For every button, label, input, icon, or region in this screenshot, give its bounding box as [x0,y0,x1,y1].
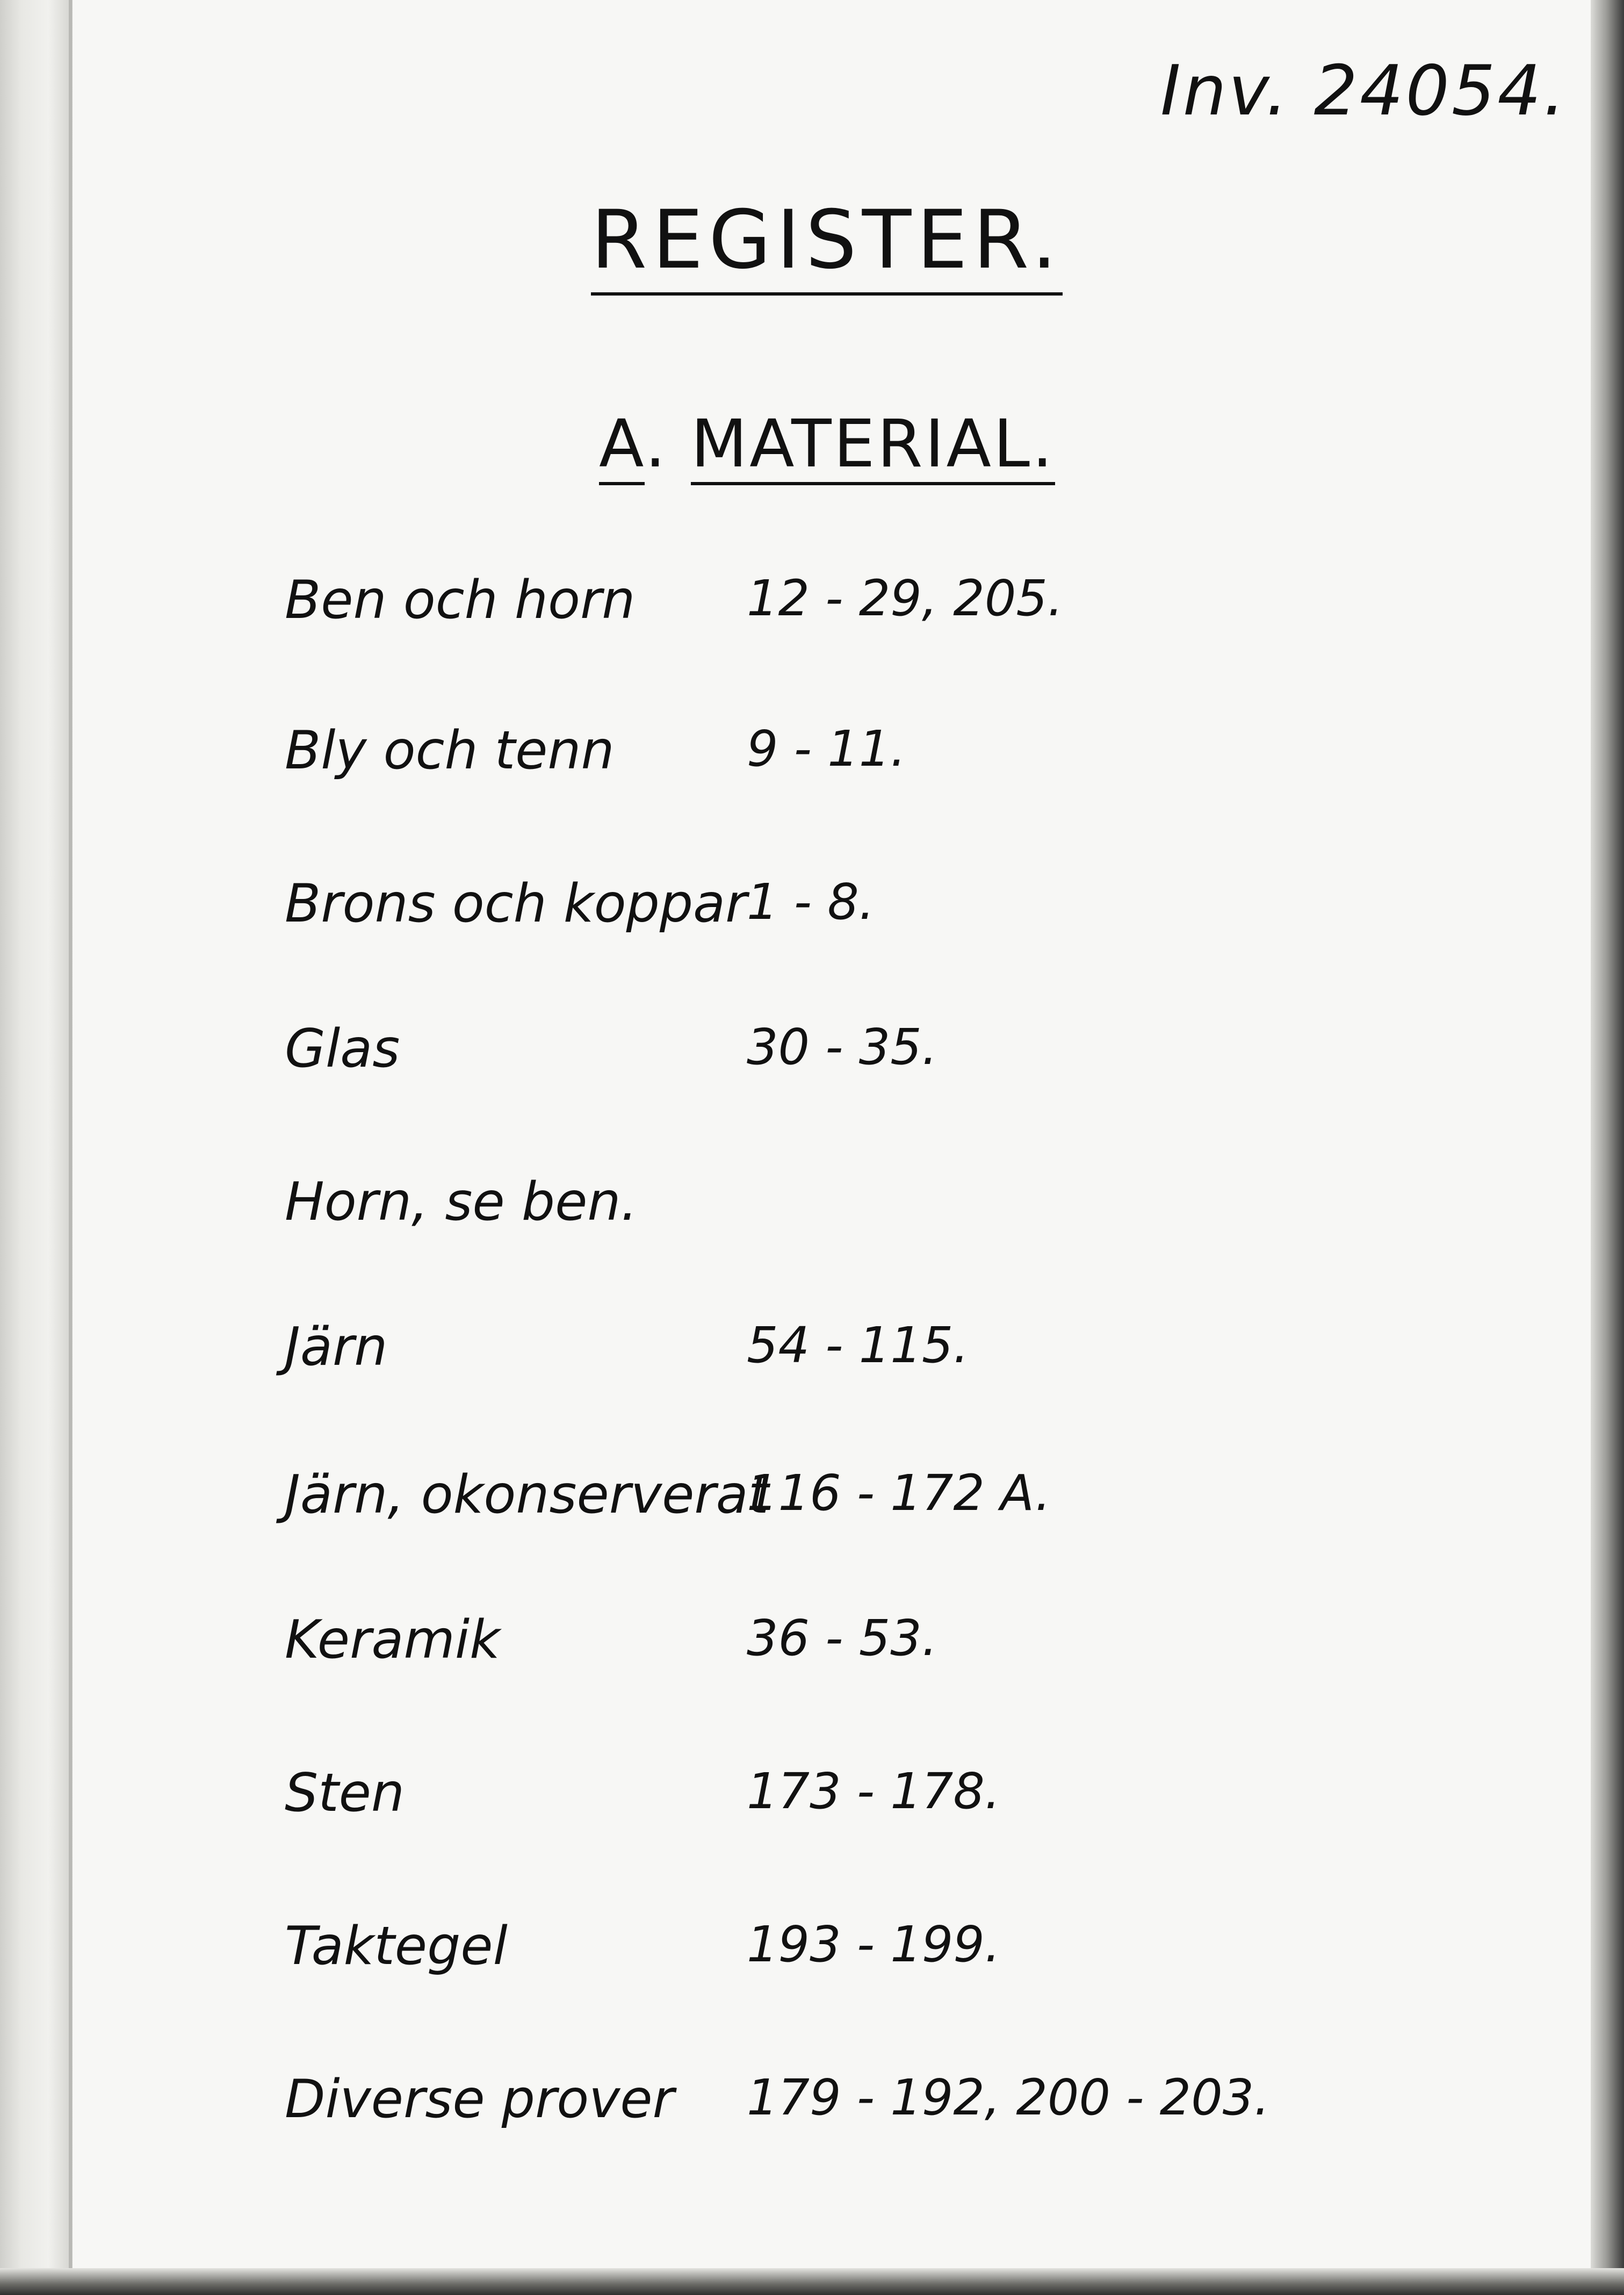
section-letter: A [599,406,645,485]
entry-numbers: 173 - 178. [747,1762,1001,1820]
entry-material: Ben och horn [285,570,636,631]
section-separator: . [645,406,691,482]
entry-material: Glas [285,1018,400,1080]
entry-numbers: 193 - 199. [747,1916,1001,1973]
register-entry [285,1316,1520,1402]
register-entry [285,1171,1520,1257]
page-title: REGISTER. [591,193,1063,296]
register-entry [285,1464,1520,1550]
entry-material: Järn, okonserverat [285,1464,769,1526]
register-entry [285,720,1520,806]
entry-material: Järn [285,1316,388,1378]
register-entry [285,1609,1520,1695]
inventory-number: Inv. 24054. [1160,51,1568,131]
register-entry [285,873,1520,959]
entry-numbers: 179 - 192, 200 - 203. [747,2069,1270,2126]
entry-numbers: 1 - 8. [747,873,875,931]
register-entry [285,1916,1520,2002]
bottom-page-edge [0,2268,1624,2295]
entry-material: Bly och tenn [285,720,615,781]
section-heading [599,406,1055,482]
entry-numbers: 30 - 35. [747,1018,938,1076]
right-page-edge [1591,0,1624,2295]
entry-material: Diverse prover [285,2069,674,2130]
entry-material: Brons och koppar [285,873,747,934]
register-entry [285,1762,1520,1848]
entry-material: Keramik [285,1609,500,1671]
section-name: MATERIAL. [691,406,1055,485]
entry-numbers: 54 - 115. [747,1316,969,1374]
entry-numbers: 36 - 53. [747,1609,938,1667]
entry-numbers: 12 - 29, 205. [747,570,1064,627]
entry-material: Taktegel [285,1916,508,1977]
entry-material: Sten [285,1762,405,1824]
register-entry [285,2069,1520,2155]
register-entry [285,1018,1520,1104]
register-entry [285,570,1520,656]
entry-numbers: 9 - 11. [747,720,906,778]
binding-fold-line [69,0,72,2295]
entry-material: Horn, se ben. [285,1171,638,1233]
binding-strip [0,0,73,2295]
entry-numbers: 116 - 172 A. [747,1464,1051,1522]
